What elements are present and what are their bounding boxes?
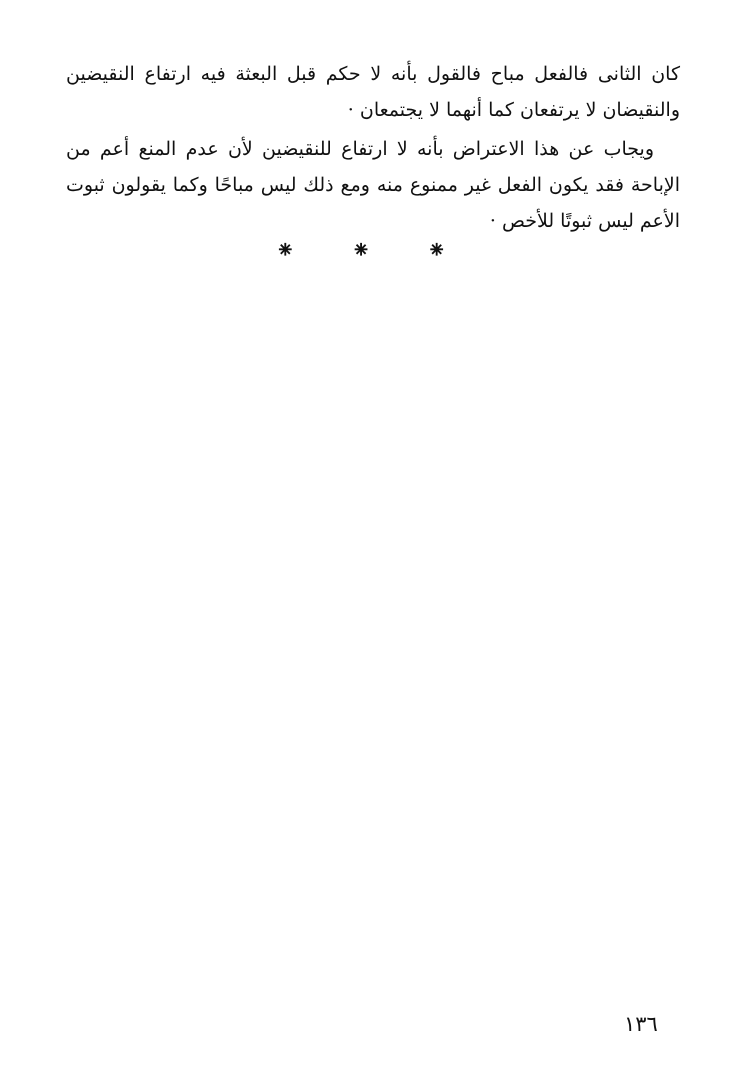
- paragraph-2: ويجاب عن هذا الاعتراض بأنه لا ارتفاع للنقيضين لأن عدم المنع أعم من الإباحة فقد يكون الفعل غير ممنوع منه ومع ذلك ليس مباحًا وكما يقولون ثبوت الأعم ليس ثبوتًا للأخص ·: [66, 138, 680, 232]
- section-separator: ⁕ ⁕ ⁕: [275, 236, 471, 264]
- page-number: ١٣٦: [624, 1012, 658, 1036]
- main-text: [66, 56, 680, 239]
- paragraph-1: كان الثانى فالفعل مباح فالقول بأنه لا حكم قبل البعثة فيه ارتفاع النقيضين والنقيضان لا يرتفعان كما أنهما لا يجتمعان ·: [66, 63, 680, 121]
